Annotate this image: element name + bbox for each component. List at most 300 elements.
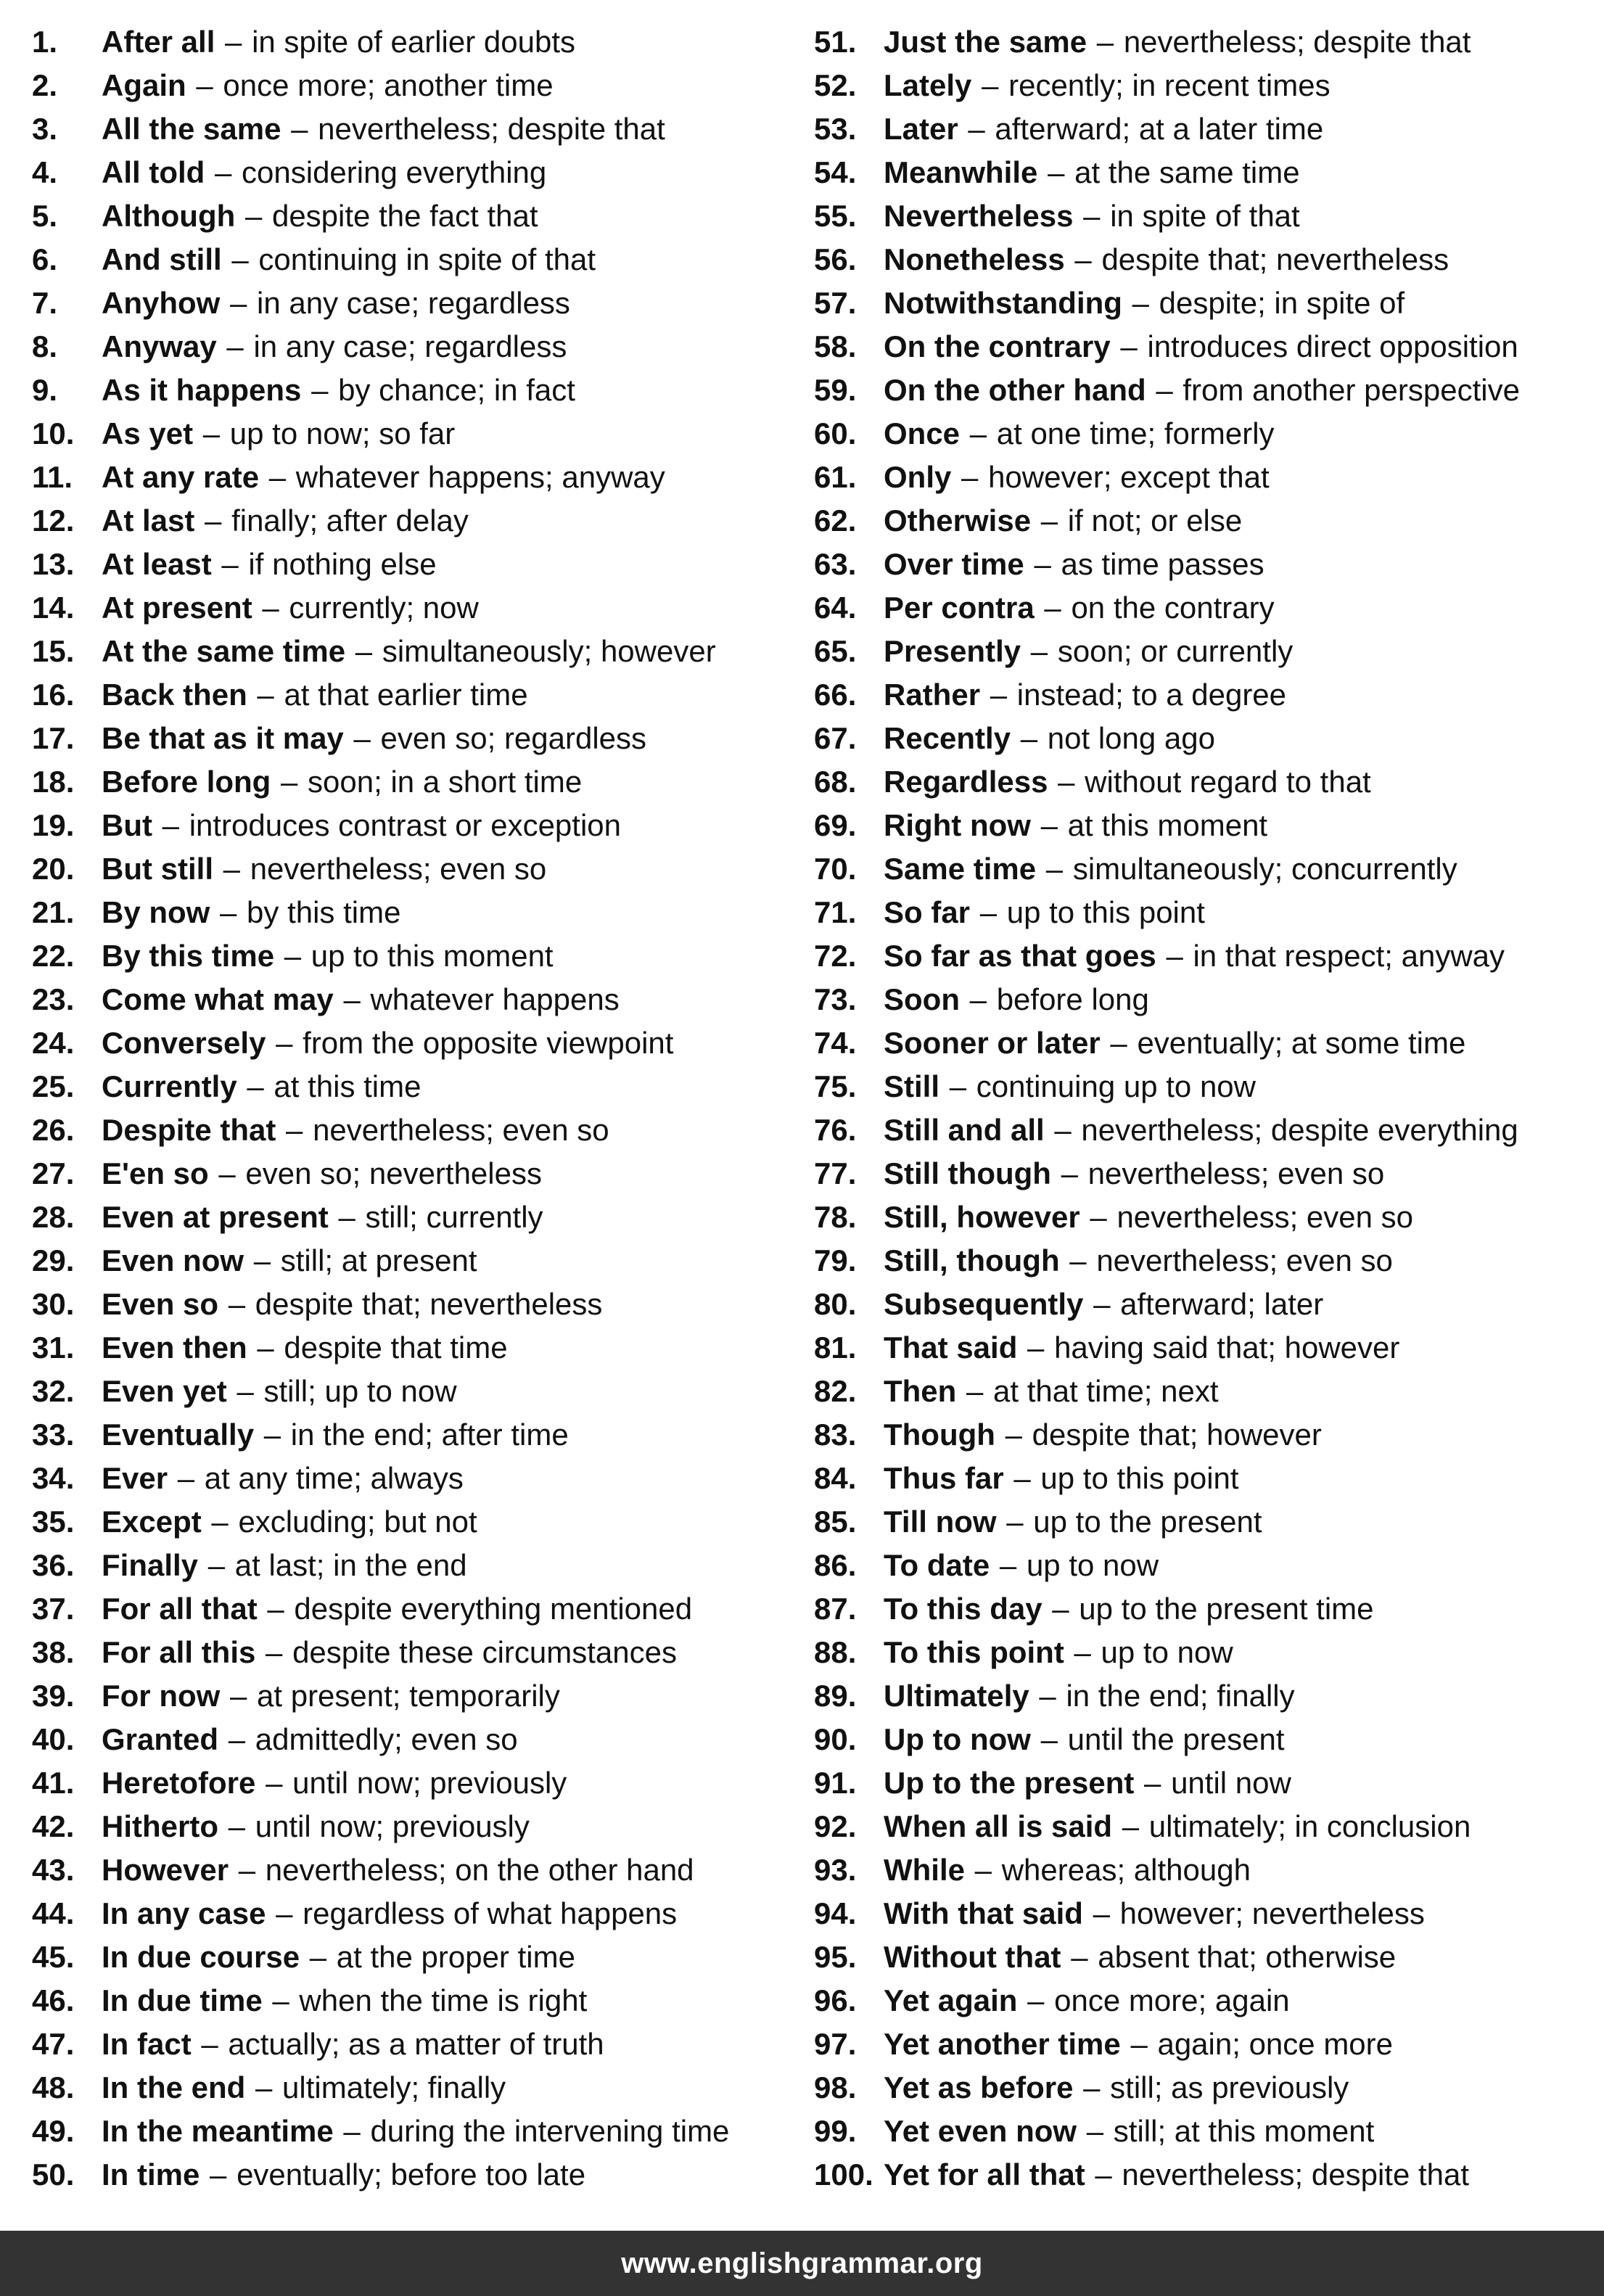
item-number: 15. [32,634,75,668]
item-number: 82. [814,1374,857,1408]
item-number: 47. [32,2027,75,2061]
list-item [814,760,1597,804]
item-definition: as time passes [1061,547,1264,581]
item-separator: – [244,199,263,233]
item-definition: without regard to that [1085,765,1371,799]
item-definition: however; except that [988,460,1270,494]
item-definition: at one time; formerly [996,416,1275,450]
item-separator: – [353,721,371,755]
item-number: 64. [814,591,857,625]
item-term: On the other hand [884,373,1146,407]
item-term: Anyhow [102,286,221,320]
item-term: Same time [884,852,1037,886]
item-separator: – [1006,1505,1024,1539]
list-item [32,151,801,194]
item-number: 19. [32,808,75,842]
item-number: 12. [32,503,75,538]
list-item [814,1500,1597,1544]
item-separator: – [223,852,241,886]
list-item [814,1587,1597,1631]
item-number: 13. [32,547,75,581]
item-number: 99. [814,2114,857,2148]
item-term: Thus far [884,1461,1004,1495]
item-term: Soon [884,982,960,1016]
list-item [814,934,1597,978]
list-item [32,238,801,281]
list-item [814,1761,1597,1805]
item-term: To this day [884,1592,1042,1626]
item-separator: – [221,547,239,581]
item-term: Before long [102,765,271,799]
item-separator: – [1048,155,1065,189]
item-separator: – [228,1809,246,1843]
item-separator: – [238,1853,256,1887]
item-number: 27. [32,1156,75,1190]
item-number: 58. [814,329,857,363]
item-separator: – [1096,25,1114,59]
item-definition: from the opposite viewpoint [303,1026,674,1060]
item-definition: at any time; always [204,1461,464,1495]
list-item [32,2023,801,2066]
item-definition: simultaneously; concurrently [1072,852,1457,886]
right-column [814,20,1597,2197]
item-separator: – [1013,1461,1031,1495]
item-number: 89. [814,1679,857,1713]
item-number: 29. [32,1243,75,1277]
item-number: 87. [814,1592,857,1626]
item-number: 85. [814,1505,857,1539]
item-term: Right now [884,808,1031,842]
item-separator: – [284,939,302,973]
item-term: Up to the present [884,1766,1135,1800]
item-separator: – [218,1156,236,1190]
item-definition: at the same time [1074,155,1300,189]
item-number: 88. [814,1635,857,1669]
item-number: 96. [814,1983,857,2017]
list-item [814,804,1597,847]
item-term: As it happens [102,373,302,407]
item-number: 84. [814,1461,857,1495]
item-definition: still; up to now [263,1374,457,1408]
item-definition: up to this point [1006,895,1205,929]
item-number: 24. [32,1026,75,1060]
item-separator: – [990,678,1008,712]
item-term: Granted [102,1722,219,1756]
item-definition: from another perspective [1183,373,1520,407]
list-item [32,1805,801,1848]
item-separator: – [201,2027,218,2061]
item-number: 68. [814,765,857,799]
item-separator: – [266,1635,283,1669]
item-term: At the same time [102,634,346,668]
item-number: 9. [32,373,58,407]
item-separator: – [949,1069,967,1103]
item-number: 2. [32,68,58,102]
item-definition: until now; previously [255,1809,530,1843]
item-definition: at this moment [1067,808,1268,842]
list-item [814,1674,1597,1718]
item-definition: despite everything mentioned [294,1592,693,1626]
list-item [32,456,801,499]
list-item [814,499,1597,543]
item-term: In fact [102,2027,192,2061]
item-number: 71. [814,895,857,929]
list-item [814,586,1597,630]
item-number: 61. [814,460,857,494]
item-separator: – [1061,1156,1078,1190]
item-term: Come what may [102,982,334,1016]
item-number: 70. [814,852,857,886]
item-term: But still [102,852,213,886]
item-separator: – [247,1069,264,1103]
item-separator: – [969,982,987,1016]
item-number: 5. [32,199,58,233]
item-term: Yet as before [884,2070,1074,2104]
item-term: Though [884,1417,995,1452]
item-number: 38. [32,1635,75,1669]
item-separator: – [969,416,987,450]
item-number: 93. [814,1853,857,1887]
list-item [814,1065,1597,1108]
item-definition: until the present [1067,1722,1285,1756]
item-definition: ultimately; finally [282,2070,506,2104]
item-separator: – [343,2114,361,2148]
list-item [814,630,1597,673]
list-item [32,1326,801,1370]
item-number: 18. [32,765,75,799]
item-term: Currently [102,1069,237,1103]
item-separator: – [966,1374,984,1408]
item-term: Once [884,416,961,450]
item-definition: at last; in the end [234,1548,467,1582]
list-item [32,1239,801,1283]
item-definition: in spite of earlier doubts [252,25,575,59]
list-item [32,978,801,1021]
item-definition: recently; in recent times [1008,68,1331,102]
item-definition: on the contrary [1071,591,1275,625]
item-separator: – [1093,1896,1110,1930]
item-definition: nevertheless; on the other hand [265,1853,694,1887]
list-item [32,20,801,64]
item-separator: – [276,1026,293,1060]
item-number: 31. [32,1330,75,1365]
item-number: 30. [32,1287,75,1321]
list-item [32,891,801,934]
item-separator: – [1093,1287,1111,1321]
list-item [32,369,801,412]
item-number: 28. [32,1200,75,1234]
item-number: 52. [814,68,857,102]
item-term: Ever [102,1461,168,1495]
item-definition: up to now; so far [229,416,456,450]
item-number: 42. [32,1809,75,1843]
item-definition: whereas; although [1001,1853,1251,1887]
item-term: Conversely [102,1026,266,1060]
list-item [814,20,1597,64]
item-separator: – [257,678,274,712]
item-number: 51. [814,25,857,59]
item-separator: – [205,503,222,538]
item-number: 1. [32,25,58,59]
item-number: 75. [814,1069,857,1103]
item-separator: – [228,1287,246,1321]
item-term: By now [102,895,210,929]
item-term: To date [884,1548,990,1582]
item-definition: up to the present time [1079,1592,1374,1626]
item-number: 6. [32,242,58,276]
item-term: When all is said [884,1809,1113,1843]
item-definition: introduces direct opposition [1147,329,1518,363]
item-separator: – [257,1330,274,1365]
item-number: 69. [814,808,857,842]
item-term: In the meantime [102,2114,334,2148]
list-item [32,934,801,978]
item-number: 7. [32,286,58,320]
item-definition: despite these circumstances [292,1635,677,1669]
item-definition: ultimately; in conclusion [1148,1809,1471,1843]
item-number: 3. [32,112,58,146]
item-separator: – [1030,634,1048,668]
list-item [814,1457,1597,1500]
list-item [32,1152,801,1196]
item-definition: excluding; but not [238,1505,477,1539]
item-separator: – [1034,547,1051,581]
item-term: Even so [102,1287,219,1321]
item-definition: however; nevertheless [1119,1896,1425,1930]
list-item [814,1544,1597,1587]
item-number: 36. [32,1548,75,1582]
item-separator: – [162,808,180,842]
list-item [32,1413,801,1457]
item-separator: – [237,1374,254,1408]
item-term: Nonetheless [884,242,1065,276]
list-item [32,1979,801,2023]
item-number: 66. [814,678,857,712]
item-definition: by this time [247,895,401,929]
item-definition: in any case; regardless [257,286,570,320]
list-item [32,2110,801,2153]
item-term: Just the same [884,25,1087,59]
item-term: Still, however [884,1200,1080,1234]
item-number: 81. [814,1330,857,1365]
item-separator: – [253,1243,271,1277]
item-term: While [884,1853,965,1887]
item-term: Only [884,460,952,494]
item-number: 74. [814,1026,857,1060]
item-number: 35. [32,1505,75,1539]
item-separator: – [1044,591,1061,625]
item-number: 63. [814,547,857,581]
item-definition: despite that; however [1032,1417,1322,1452]
item-term: Still [884,1069,940,1103]
item-separator: – [228,1722,246,1756]
list-item [32,412,801,456]
item-definition: in any case; regardless [253,329,567,363]
list-item [32,847,801,891]
list-item [32,194,801,238]
item-separator: – [1130,2027,1148,2061]
item-separator: – [1074,1635,1091,1669]
list-item [32,804,801,847]
item-number: 21. [32,895,75,929]
item-separator: – [1156,373,1173,407]
item-number: 14. [32,591,75,625]
item-number: 23. [32,982,75,1016]
list-item [32,1935,801,1979]
item-separator: – [268,460,287,494]
item-number: 50. [32,2157,75,2192]
item-number: 16. [32,678,75,712]
item-definition: nevertheless; despite that [318,112,665,146]
item-number: 94. [814,1896,857,1930]
item-number: 65. [814,634,857,668]
word-list [0,20,1604,2218]
item-definition: nevertheless; even so [313,1113,609,1147]
item-number: 62. [814,503,857,538]
list-item [814,1196,1597,1239]
item-separator: – [226,329,244,363]
item-number: 98. [814,2070,857,2104]
item-definition: at that earlier time [284,678,528,712]
item-term: In the end [102,2070,246,2104]
item-definition: despite that time [284,1330,508,1365]
item-term: So far [884,895,971,929]
item-separator: – [262,591,279,625]
item-definition: up to now [1101,1635,1233,1669]
item-number: 76. [814,1113,857,1147]
list-item [814,1718,1597,1761]
item-separator: – [1040,808,1058,842]
item-definition: eventually; before too late [237,2157,586,2192]
item-number: 80. [814,1287,857,1321]
item-definition: nevertheless; even so [250,852,547,886]
list-item [814,1935,1597,1979]
item-separator: – [1039,1679,1056,1713]
item-term: For all that [102,1592,258,1626]
list-item [32,1108,801,1152]
item-separator: – [263,1417,281,1452]
item-definition: at the proper time [336,1940,575,1974]
item-definition: if nothing else [248,547,437,581]
item-number: 55. [814,199,857,233]
item-definition: at that time; next [993,1374,1219,1408]
item-separator: – [1027,1983,1045,2017]
item-definition: eventually; at some time [1137,1026,1466,1060]
item-term: To this point [884,1635,1064,1669]
item-number: 40. [32,1722,75,1756]
item-definition: still; as previously [1110,2070,1349,2104]
list-item [814,543,1597,586]
item-term: Yet another time [884,2027,1121,2061]
item-term: Regardless [884,765,1048,799]
footer-url: www.englishgrammar.org [621,2247,983,2279]
item-separator: – [1074,242,1092,276]
item-definition: until now [1171,1766,1291,1800]
list-item [32,499,801,543]
item-definition: still; currently [365,1200,543,1234]
item-definition: regardless of what happens [303,1896,678,1930]
item-separator: – [1040,1722,1058,1756]
list-item [814,456,1597,499]
list-item [814,238,1597,281]
list-item [32,107,801,151]
item-term: That said [884,1330,1018,1365]
list-item [814,1283,1597,1326]
item-separator: – [1083,199,1101,233]
item-separator: – [968,112,985,146]
item-term: And still [102,242,222,276]
item-number: 48. [32,2070,75,2104]
item-number: 22. [32,939,75,973]
item-definition: if not; or else [1067,503,1243,538]
item-definition: up to now [1026,1548,1159,1582]
list-item [814,64,1597,107]
item-separator: – [230,286,247,320]
item-separator: – [255,2070,273,2104]
item-definition: soon; in a short time [308,765,583,799]
list-item [32,1587,801,1631]
item-separator: – [202,416,221,450]
item-number: 83. [814,1417,857,1452]
item-term: Again [102,68,186,102]
item-term: As yet [102,416,194,450]
list-item [32,1674,801,1718]
item-definition: not long ago [1047,721,1215,755]
item-number: 60. [814,416,857,450]
list-item [32,1196,801,1239]
item-separator: – [961,460,979,494]
item-separator: – [999,1548,1017,1582]
item-definition: instead; to a degree [1016,678,1287,712]
item-definition: currently; now [289,591,479,625]
item-number: 90. [814,1722,857,1756]
item-number: 45. [32,1940,75,1974]
item-term: With that said [884,1896,1083,1930]
item-term: All told [102,155,205,189]
item-definition: introduces contrast or exception [189,808,622,842]
item-term: Still and all [884,1113,1045,1147]
item-definition: nevertheless; even so [1116,1200,1414,1234]
list-item [32,1892,801,1935]
item-definition: afterward; at a later time [995,112,1324,146]
list-item [814,1370,1597,1413]
item-definition: simultaneously; however [382,634,716,668]
item-separator: – [1054,1113,1072,1147]
item-definition: in spite of that [1110,199,1300,233]
list-item [814,2153,1597,2197]
list-item [814,1979,1597,2023]
item-term: Eventually [102,1417,255,1452]
list-item [32,1457,801,1500]
item-term: All the same [102,112,281,146]
item-term: Till now [884,1505,997,1539]
item-separator: – [281,765,298,799]
item-number: 97. [814,2027,857,2061]
item-separator: – [1045,852,1064,886]
item-separator: – [1020,721,1038,755]
list-item [814,107,1597,151]
item-definition: in the end; finally [1066,1679,1295,1713]
item-number: 43. [32,1853,75,1887]
item-number: 20. [32,852,75,886]
item-separator: – [343,982,361,1016]
item-definition: at present; temporarily [257,1679,560,1713]
item-term: Subsequently [884,1287,1084,1321]
list-item [814,978,1597,1021]
item-term: On the contrary [884,329,1111,363]
item-number: 49. [32,2114,75,2148]
item-number: 46. [32,1983,75,2017]
